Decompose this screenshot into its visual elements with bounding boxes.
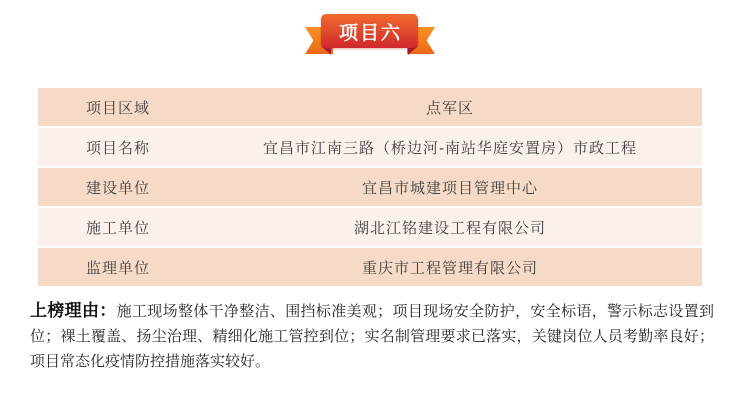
listing-reason-body: 施工现场整体干净整洁、围挡标准美观；项目现场安全防护，安全标语，警示标志设置到位；裸土覆盖、扬尘治理、精细化施工管控到位；实名制管理要求已落实，关键岗位人员考勤率良好；项目常态化疫情防控措施落实较好。 (30, 303, 715, 370)
ribbon-header (0, 0, 740, 60)
row-label: 项目名称 (85, 139, 150, 157)
row-label: 施工单位 (85, 219, 150, 237)
row-value: 湖北江铭建设工程有限公司 (353, 219, 546, 237)
row-label: 项目区域 (85, 99, 150, 117)
ribbon-banner (321, 14, 418, 48)
row-value: 重庆市工程管理有限公司 (361, 259, 538, 277)
table-row-contractor (38, 208, 702, 246)
row-value: 宜昌市江南三路（桥边河-南站华庭安置房）市政工程 (263, 139, 637, 157)
row-value: 宜昌市城建项目管理中心 (361, 179, 538, 197)
table-row-supervisor (38, 248, 702, 286)
listing-reason-title: 上榜理由： (30, 301, 117, 320)
project-info-table (38, 88, 702, 288)
listing-reason-paragraph (30, 298, 714, 374)
table-row-construction-client (38, 168, 702, 206)
project-number-title: 项目六 (338, 22, 402, 44)
table-row-project-area (38, 88, 702, 126)
row-value: 点军区 (425, 99, 474, 117)
row-label: 监理单位 (85, 259, 150, 277)
row-label: 建设单位 (85, 179, 150, 197)
table-row-project-name (38, 128, 702, 166)
